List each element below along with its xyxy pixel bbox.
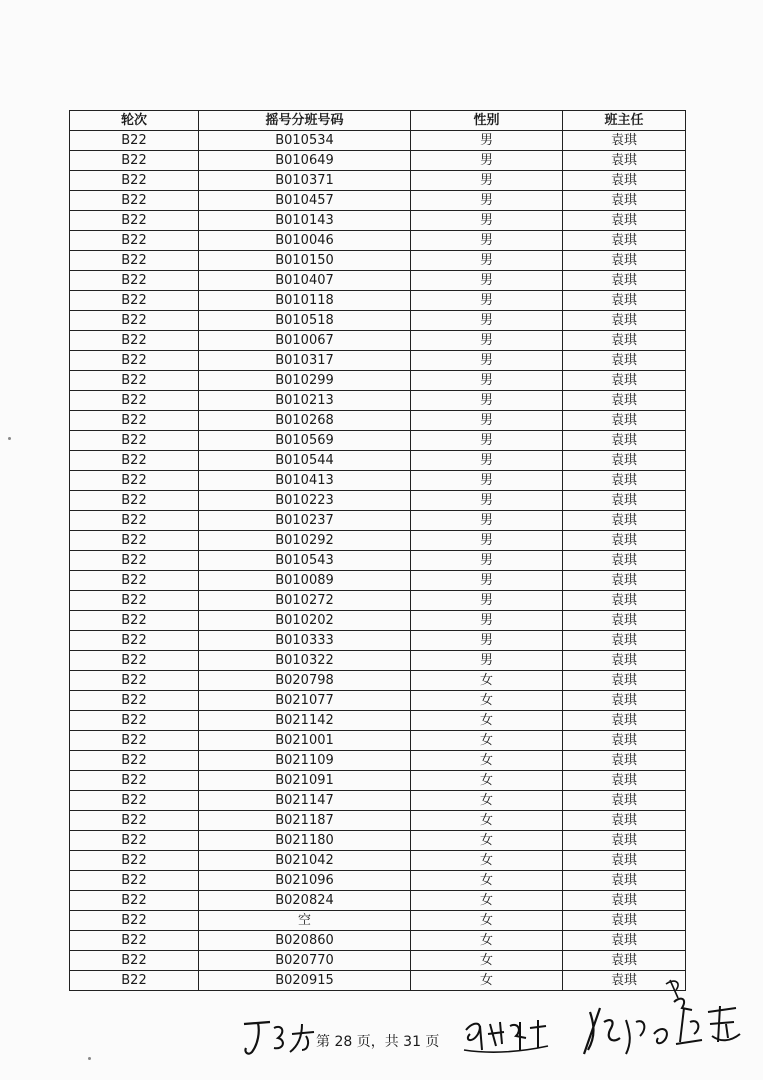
gender-cell: 女: [411, 771, 563, 791]
round-cell: B22: [70, 831, 199, 851]
gender-cell: 男: [411, 211, 563, 231]
teacher-cell: 袁琪: [563, 351, 686, 371]
gender-cell: 女: [411, 811, 563, 831]
gender-cell: 男: [411, 151, 563, 171]
table-row: [70, 891, 686, 911]
gender-cell: 男: [411, 631, 563, 651]
gender-cell: 女: [411, 971, 563, 991]
gender-cell: 男: [411, 491, 563, 511]
round-cell: B22: [70, 971, 199, 991]
round-cell: B22: [70, 551, 199, 571]
teacher-cell: 袁琪: [563, 691, 686, 711]
gender-cell: 男: [411, 651, 563, 671]
lottery-number-cell: B021109: [199, 751, 411, 771]
round-cell: B22: [70, 811, 199, 831]
round-cell: B22: [70, 671, 199, 691]
table-row: [70, 451, 686, 471]
gender-cell: 女: [411, 831, 563, 851]
gender-cell: 男: [411, 471, 563, 491]
table-row: [70, 331, 686, 351]
round-cell: B22: [70, 291, 199, 311]
table-header: [70, 111, 686, 131]
teacher-cell: 袁琪: [563, 171, 686, 191]
teacher-cell: 袁琪: [563, 291, 686, 311]
gender-cell: 女: [411, 731, 563, 751]
round-cell: B22: [70, 711, 199, 731]
lottery-number-cell: B021001: [199, 731, 411, 751]
handwritten-signature: [570, 972, 750, 1064]
lottery-number-cell: B021042: [199, 851, 411, 871]
table-row: [70, 351, 686, 371]
round-cell: B22: [70, 851, 199, 871]
gender-cell: 男: [411, 351, 563, 371]
table-row: [70, 611, 686, 631]
teacher-cell: 袁琪: [563, 771, 686, 791]
gender-cell: 男: [411, 611, 563, 631]
gender-cell: 女: [411, 791, 563, 811]
round-cell: B22: [70, 911, 199, 931]
lottery-number-cell: B010143: [199, 211, 411, 231]
table-row: [70, 391, 686, 411]
gender-cell: 男: [411, 591, 563, 611]
gender-cell: 男: [411, 511, 563, 531]
round-cell: B22: [70, 591, 199, 611]
table-row: [70, 551, 686, 571]
gender-cell: 女: [411, 751, 563, 771]
teacher-cell: 袁琪: [563, 631, 686, 651]
round-cell: B22: [70, 131, 199, 151]
round-cell: B22: [70, 571, 199, 591]
round-cell: B22: [70, 951, 199, 971]
table-row: [70, 291, 686, 311]
round-cell: B22: [70, 651, 199, 671]
table-row: [70, 411, 686, 431]
lottery-number-cell: B010569: [199, 431, 411, 451]
teacher-cell: 袁琪: [563, 931, 686, 951]
teacher-cell: 袁琪: [563, 211, 686, 231]
round-cell: B22: [70, 171, 199, 191]
teacher-cell: 袁琪: [563, 671, 686, 691]
round-cell: B22: [70, 611, 199, 631]
gender-cell: 女: [411, 691, 563, 711]
column-header: 班主任: [563, 111, 686, 131]
teacher-cell: 袁琪: [563, 711, 686, 731]
round-cell: B22: [70, 731, 199, 751]
lottery-number-cell: B021091: [199, 771, 411, 791]
handwritten-signature: [240, 1012, 320, 1062]
teacher-cell: 袁琪: [563, 311, 686, 331]
table-row: [70, 231, 686, 251]
table-row: [70, 811, 686, 831]
lottery-number-cell: B021096: [199, 871, 411, 891]
table-row: [70, 491, 686, 511]
teacher-cell: 袁琪: [563, 911, 686, 931]
lottery-number-cell: B010407: [199, 271, 411, 291]
lottery-number-cell: B010202: [199, 611, 411, 631]
gender-cell: 女: [411, 911, 563, 931]
round-cell: B22: [70, 311, 199, 331]
lottery-number-cell: B021187: [199, 811, 411, 831]
round-cell: B22: [70, 511, 199, 531]
gender-cell: 男: [411, 251, 563, 271]
table-row: [70, 751, 686, 771]
gender-cell: 男: [411, 571, 563, 591]
teacher-cell: 袁琪: [563, 391, 686, 411]
teacher-cell: 袁琪: [563, 131, 686, 151]
table-row: [70, 871, 686, 891]
lottery-number-cell: B010213: [199, 391, 411, 411]
lottery-number-cell: B010413: [199, 471, 411, 491]
lottery-number-cell: B010067: [199, 331, 411, 351]
table-row: [70, 151, 686, 171]
teacher-cell: 袁琪: [563, 231, 686, 251]
teacher-cell: 袁琪: [563, 971, 686, 991]
column-header: 轮次: [70, 111, 199, 131]
teacher-cell: 袁琪: [563, 591, 686, 611]
lottery-number-cell: B010333: [199, 631, 411, 651]
table-row: [70, 771, 686, 791]
round-cell: B22: [70, 691, 199, 711]
lottery-number-cell: B010322: [199, 651, 411, 671]
gender-cell: 男: [411, 271, 563, 291]
lottery-number-cell: B010371: [199, 171, 411, 191]
round-cell: B22: [70, 351, 199, 371]
table-row: [70, 711, 686, 731]
class-assignment-table: [69, 110, 686, 991]
teacher-cell: 袁琪: [563, 191, 686, 211]
gender-cell: 男: [411, 131, 563, 151]
table-row: [70, 691, 686, 711]
lottery-number-cell: B010534: [199, 131, 411, 151]
table-row: [70, 471, 686, 491]
table-body: [70, 131, 686, 991]
gender-cell: 女: [411, 951, 563, 971]
lottery-number-cell: B020798: [199, 671, 411, 691]
gender-cell: 女: [411, 711, 563, 731]
teacher-cell: 袁琪: [563, 751, 686, 771]
teacher-cell: 袁琪: [563, 511, 686, 531]
column-header: 摇号分班号码: [199, 111, 411, 131]
table-row: [70, 651, 686, 671]
gender-cell: 男: [411, 411, 563, 431]
table-row: [70, 311, 686, 331]
gender-cell: 女: [411, 851, 563, 871]
teacher-cell: 袁琪: [563, 611, 686, 631]
lottery-number-cell: B020770: [199, 951, 411, 971]
lottery-number-cell: B010543: [199, 551, 411, 571]
gender-cell: 男: [411, 231, 563, 251]
gender-cell: 男: [411, 531, 563, 551]
round-cell: B22: [70, 411, 199, 431]
teacher-cell: 袁琪: [563, 271, 686, 291]
lottery-number-cell: B010223: [199, 491, 411, 511]
lottery-number-cell: B021180: [199, 831, 411, 851]
teacher-cell: 袁琪: [563, 411, 686, 431]
scan-artifact-dot: [8, 437, 11, 440]
gender-cell: 男: [411, 191, 563, 211]
round-cell: B22: [70, 531, 199, 551]
lottery-number-cell: B010150: [199, 251, 411, 271]
header-row: [70, 111, 686, 131]
lottery-number-cell: B020824: [199, 891, 411, 911]
round-cell: B22: [70, 791, 199, 811]
teacher-cell: 袁琪: [563, 331, 686, 351]
gender-cell: 男: [411, 331, 563, 351]
teacher-cell: 袁琪: [563, 531, 686, 551]
table-row: [70, 191, 686, 211]
teacher-cell: 袁琪: [563, 251, 686, 271]
round-cell: B22: [70, 251, 199, 271]
gender-cell: 男: [411, 311, 563, 331]
round-cell: B22: [70, 471, 199, 491]
teacher-cell: 袁琪: [563, 571, 686, 591]
scan-artifact-dot: [88, 1057, 91, 1060]
table-row: [70, 911, 686, 931]
teacher-cell: 袁琪: [563, 951, 686, 971]
teacher-cell: 袁琪: [563, 431, 686, 451]
round-cell: B22: [70, 331, 199, 351]
lottery-number-cell: B010272: [199, 591, 411, 611]
gender-cell: 男: [411, 431, 563, 451]
round-cell: B22: [70, 391, 199, 411]
gender-cell: 男: [411, 391, 563, 411]
lottery-number-cell: 空: [199, 911, 411, 931]
table-row: [70, 931, 686, 951]
gender-cell: 男: [411, 451, 563, 471]
teacher-cell: 袁琪: [563, 151, 686, 171]
lottery-number-cell: B020915: [199, 971, 411, 991]
round-cell: B22: [70, 191, 199, 211]
round-cell: B22: [70, 371, 199, 391]
round-cell: B22: [70, 891, 199, 911]
teacher-cell: 袁琪: [563, 371, 686, 391]
gender-cell: 男: [411, 291, 563, 311]
round-cell: B22: [70, 451, 199, 471]
round-cell: B22: [70, 871, 199, 891]
table-row: [70, 831, 686, 851]
teacher-cell: 袁琪: [563, 471, 686, 491]
lottery-number-cell: B010089: [199, 571, 411, 591]
teacher-cell: 袁琪: [563, 451, 686, 471]
lottery-number-cell: B010268: [199, 411, 411, 431]
round-cell: B22: [70, 491, 199, 511]
lottery-number-cell: B010457: [199, 191, 411, 211]
handwritten-signature: [460, 1010, 550, 1060]
round-cell: B22: [70, 631, 199, 651]
table-row: [70, 511, 686, 531]
teacher-cell: 袁琪: [563, 891, 686, 911]
lottery-number-cell: B021077: [199, 691, 411, 711]
table-row: [70, 251, 686, 271]
gender-cell: 男: [411, 371, 563, 391]
round-cell: B22: [70, 231, 199, 251]
lottery-number-cell: B021142: [199, 711, 411, 731]
round-cell: B22: [70, 431, 199, 451]
table-row: [70, 211, 686, 231]
round-cell: B22: [70, 751, 199, 771]
column-header: 性别: [411, 111, 563, 131]
teacher-cell: 袁琪: [563, 871, 686, 891]
page-number-footer: 第 28 页，共 31 页: [316, 1034, 440, 1050]
teacher-cell: 袁琪: [563, 551, 686, 571]
teacher-cell: 袁琪: [563, 651, 686, 671]
table-row: [70, 791, 686, 811]
table-row: [70, 531, 686, 551]
lottery-number-cell: B010292: [199, 531, 411, 551]
gender-cell: 女: [411, 931, 563, 951]
gender-cell: 女: [411, 671, 563, 691]
round-cell: B22: [70, 211, 199, 231]
round-cell: B22: [70, 771, 199, 791]
teacher-cell: 袁琪: [563, 851, 686, 871]
round-cell: B22: [70, 151, 199, 171]
table-row: [70, 591, 686, 611]
lottery-number-cell: B020860: [199, 931, 411, 951]
table-row: [70, 951, 686, 971]
round-cell: B22: [70, 271, 199, 291]
table-row: [70, 371, 686, 391]
table-row: [70, 431, 686, 451]
teacher-cell: 袁琪: [563, 791, 686, 811]
teacher-cell: 袁琪: [563, 811, 686, 831]
table-row: [70, 171, 686, 191]
table-row: [70, 131, 686, 151]
lottery-number-cell: B010299: [199, 371, 411, 391]
table-row: [70, 631, 686, 651]
lottery-number-cell: B010237: [199, 511, 411, 531]
lottery-number-cell: B010649: [199, 151, 411, 171]
lottery-number-cell: B021147: [199, 791, 411, 811]
teacher-cell: 袁琪: [563, 731, 686, 751]
teacher-cell: 袁琪: [563, 491, 686, 511]
table-row: [70, 271, 686, 291]
teacher-cell: 袁琪: [563, 831, 686, 851]
gender-cell: 女: [411, 871, 563, 891]
table-row: [70, 571, 686, 591]
table-row: [70, 851, 686, 871]
gender-cell: 男: [411, 551, 563, 571]
gender-cell: 男: [411, 171, 563, 191]
table-row: [70, 731, 686, 751]
table-row: [70, 671, 686, 691]
lottery-number-cell: B010118: [199, 291, 411, 311]
lottery-number-cell: B010317: [199, 351, 411, 371]
gender-cell: 女: [411, 891, 563, 911]
lottery-number-cell: B010046: [199, 231, 411, 251]
round-cell: B22: [70, 931, 199, 951]
lottery-number-cell: B010544: [199, 451, 411, 471]
lottery-number-cell: B010518: [199, 311, 411, 331]
